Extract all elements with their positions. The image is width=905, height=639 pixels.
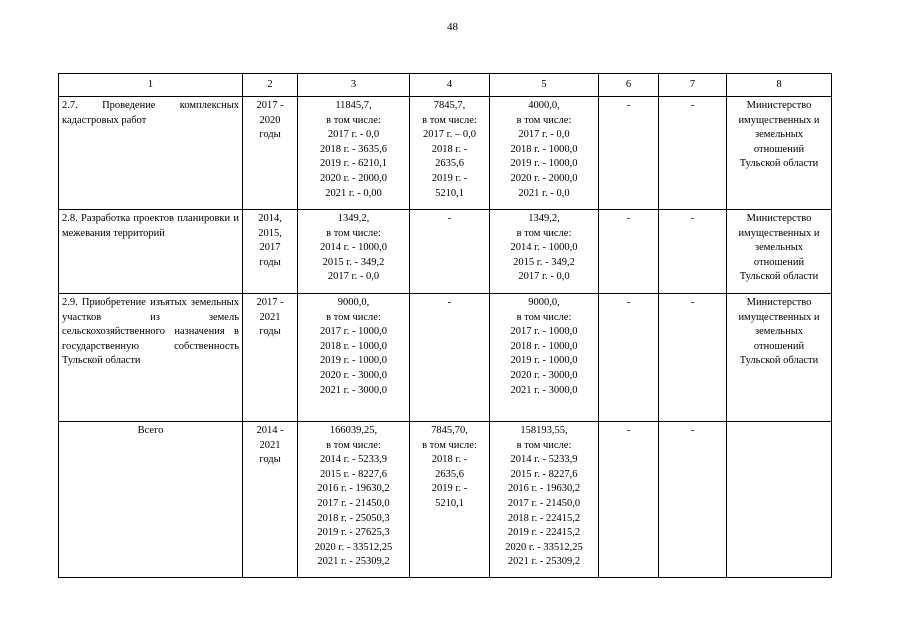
cell-line: годы [259, 256, 281, 268]
cell-line: 2017 г. - 21450,0 [507, 497, 581, 509]
cell-line: 2635,6 [435, 468, 464, 480]
cell-line: в том числе: [422, 114, 477, 126]
federal-amount-cell [410, 210, 490, 294]
activity-name-cell: 2.8. Разработка проектов планировки и межевания территорий [59, 210, 243, 294]
cell-line: в том числе: [326, 311, 381, 323]
header-row [59, 74, 832, 97]
cell-line: 2020 г. - 2000,0 [320, 172, 387, 184]
years-cell [243, 294, 298, 422]
cell-line: 158193,55, [520, 425, 568, 436]
header-cell: 6 [599, 74, 659, 97]
cell-line: 2021 г. - 25309,2 [317, 556, 390, 568]
executor-cell [727, 210, 832, 294]
table-row [59, 97, 832, 210]
page-number: 48 [447, 21, 458, 33]
cell-line: в том числе: [516, 439, 572, 451]
cell-line: земельных [754, 242, 804, 254]
header-cell: 8 [727, 74, 832, 97]
regional-amount-cell [490, 210, 599, 294]
cell-line: в том числе: [326, 439, 381, 451]
cell-line: 7845,70, [431, 425, 468, 436]
cell-line: 2018 г. - 22415,2 [507, 512, 581, 524]
cell-line: 2019 г. - 1000,0 [510, 158, 578, 170]
cell-line: имущественных и [738, 311, 820, 323]
cell-line: 2019 г. - 27625,3 [317, 527, 390, 539]
cell-line: 2018 г. - 25050,3 [317, 512, 390, 524]
cell-line: 2014 г. - 1000,0 [510, 242, 578, 254]
activity-name-cell: Всего [59, 422, 243, 578]
cell-line: 2020 г. - 2000,0 [510, 172, 578, 184]
cell-line: 166039,25, [329, 425, 378, 436]
cell-line: 2020 [259, 114, 281, 126]
cell-line: в том числе: [422, 439, 477, 451]
cell-line: 2014 - [256, 425, 284, 436]
cell-line: 2019 г. - [431, 483, 468, 495]
cell-line: 4000,0, [528, 100, 560, 111]
cell-line: 2020 г. - 33512,25 [505, 541, 583, 553]
cell-line: в том числе: [516, 227, 572, 239]
cell-line: имущественных и [738, 227, 820, 239]
cell-line: 2014, [258, 213, 282, 224]
cell-line: 2019 г. - 22415,2 [507, 527, 581, 539]
col6-cell: - [599, 422, 659, 578]
cell-line: Министерство [746, 213, 812, 224]
cell-line: 2017 г. – 0,0 [423, 129, 476, 141]
total-row [59, 422, 832, 578]
cell-line: 2021 г. - 3000,0 [510, 384, 578, 396]
cell-line: в том числе: [516, 114, 572, 126]
cell-line: 2019 г. - [431, 172, 468, 184]
regional-amount-cell [490, 422, 599, 578]
cell-line: 2020 г. - 3000,0 [510, 369, 578, 381]
cell-line: 2017 г. - 1000,0 [510, 326, 578, 338]
cell-line: 2017 [259, 242, 281, 254]
years-cell [243, 97, 298, 210]
cell-line: Тульской области [739, 158, 819, 170]
cell-line: 2021 г. - 3000,0 [320, 384, 387, 396]
total-amount-cell [298, 97, 410, 210]
header-cell: 2 [243, 74, 298, 97]
cell-line: 2018 г. - [431, 454, 468, 466]
header-cell: 5 [490, 74, 599, 97]
cell-line: - [447, 213, 452, 224]
col7-cell: - [659, 422, 727, 578]
total-amount-cell [298, 210, 410, 294]
federal-amount-cell [410, 294, 490, 422]
cell-line: 2019 г. - 1000,0 [510, 355, 578, 367]
cell-line: 5210,1 [435, 187, 464, 199]
table-row [59, 210, 832, 294]
cell-line: земельных [754, 326, 804, 338]
cell-line: 7845,7, [433, 100, 466, 111]
federal-amount-cell [410, 97, 490, 210]
header-cell: 1 [59, 74, 243, 97]
col6-cell: - [599, 294, 659, 422]
cell-line: 2021 [259, 439, 281, 451]
cell-line: 2017 - [256, 100, 284, 111]
cell-line: 2017 г. - 0,0 [518, 129, 570, 141]
cell-line: 2015 г. - 349,2 [322, 256, 385, 268]
header-cell: 3 [298, 74, 410, 97]
executor-cell [727, 97, 832, 210]
cell-line: 2015 г. - 8227,6 [320, 468, 387, 480]
cell-line: 2019 г. - 1000,0 [320, 355, 387, 367]
cell-line: 2018 г. - 1000,0 [320, 340, 387, 352]
cell-line: 5210,1 [435, 497, 464, 509]
cell-line: 2018 г. - 1000,0 [510, 143, 578, 155]
cell-line: 2017 г. - 0,0 [518, 271, 570, 283]
cell-line: 1349,2, [337, 213, 370, 224]
cell-line: отношений [753, 256, 805, 268]
years-cell [243, 210, 298, 294]
cell-line: 1349,2, [528, 213, 560, 224]
cell-line: имущественных и [738, 114, 820, 126]
cell-line: Тульской области [739, 355, 819, 367]
cell-line: 2635,6 [435, 158, 464, 170]
cell-line: 2021 г. - 0,0 [518, 187, 570, 199]
cell-line: 11845,7, [335, 100, 372, 111]
col6-cell: - [599, 97, 659, 210]
cell-line: Тульской области [739, 271, 819, 283]
cell-line: 2018 г. - 1000,0 [510, 340, 578, 352]
col7-cell: - [659, 294, 727, 422]
cell-line: Министерство [746, 100, 812, 111]
cell-line: в том числе: [326, 227, 381, 239]
cell-line: 2016 г. - 19630,2 [317, 483, 390, 495]
cell-line: 2021 [259, 311, 281, 323]
cell-line: в том числе: [326, 114, 381, 126]
cell-line: 2020 г. - 3000,0 [320, 369, 387, 381]
cell-line: 2017 г. - 21450,0 [317, 497, 390, 509]
cell-line: 2021 г. - 0,00 [325, 187, 382, 199]
cell-line: 9000,0, [337, 297, 370, 308]
activity-name-cell: 2.9. Приобретение изъятых земельных участков из земель сельскохозяйственного назначения в государственную собственность Тульской области [59, 294, 243, 422]
cell-line: 2020 г. - 33512,25 [314, 541, 393, 553]
cell-line: Министерство [746, 297, 812, 308]
total-amount-cell [298, 294, 410, 422]
cell-line: 2014 г. - 5233,9 [510, 454, 578, 466]
cell-line: 2014 г. - 1000,0 [320, 242, 387, 254]
col7-cell: - [659, 210, 727, 294]
cell-line: 2016 г. - 19630,2 [507, 483, 581, 495]
cell-line: 2015 г. - 349,2 [513, 256, 575, 268]
executor-cell [727, 294, 832, 422]
cell-line: - [447, 297, 452, 308]
cell-line: в том числе: [516, 311, 572, 323]
cell-line: 2019 г. - 6210,1 [320, 158, 387, 170]
cell-line: 2017 г. - 0,0 [327, 271, 380, 283]
cell-line: 2017 г. - 1000,0 [320, 326, 387, 338]
cell-line: 2021 г. - 25309,2 [507, 556, 581, 568]
cell-line: 2017 - [256, 297, 284, 308]
federal-amount-cell [410, 422, 490, 578]
executor-cell [727, 422, 832, 578]
program-table [58, 73, 832, 578]
cell-line: земельных [754, 129, 804, 141]
cell-line: отношений [753, 143, 805, 155]
cell-line: 2014 г. - 5233,9 [320, 454, 387, 466]
cell-line: 2018 г. - [431, 143, 468, 155]
cell-line: 2015, [258, 227, 282, 239]
years-cell [243, 422, 298, 578]
cell-line: 2017 г. - 0,0 [327, 129, 380, 141]
col7-cell: - [659, 97, 727, 210]
total-amount-cell [298, 422, 410, 578]
header-cell: 4 [410, 74, 490, 97]
activity-name-cell: 2.7. Проведение комплексных кадастровых работ [59, 97, 243, 210]
cell-line: 9000,0, [528, 297, 560, 308]
cell-line: годы [259, 129, 281, 141]
cell-line: годы [259, 454, 281, 466]
regional-amount-cell [490, 97, 599, 210]
cell-line: отношений [753, 340, 805, 352]
cell-line: 2015 г. - 8227,6 [510, 468, 578, 480]
header-cell: 7 [659, 74, 727, 97]
col6-cell: - [599, 210, 659, 294]
regional-amount-cell [490, 294, 599, 422]
table-row [59, 294, 832, 422]
cell-line: 2018 г. - 3635,6 [320, 143, 387, 155]
cell-line: годы [259, 326, 281, 338]
